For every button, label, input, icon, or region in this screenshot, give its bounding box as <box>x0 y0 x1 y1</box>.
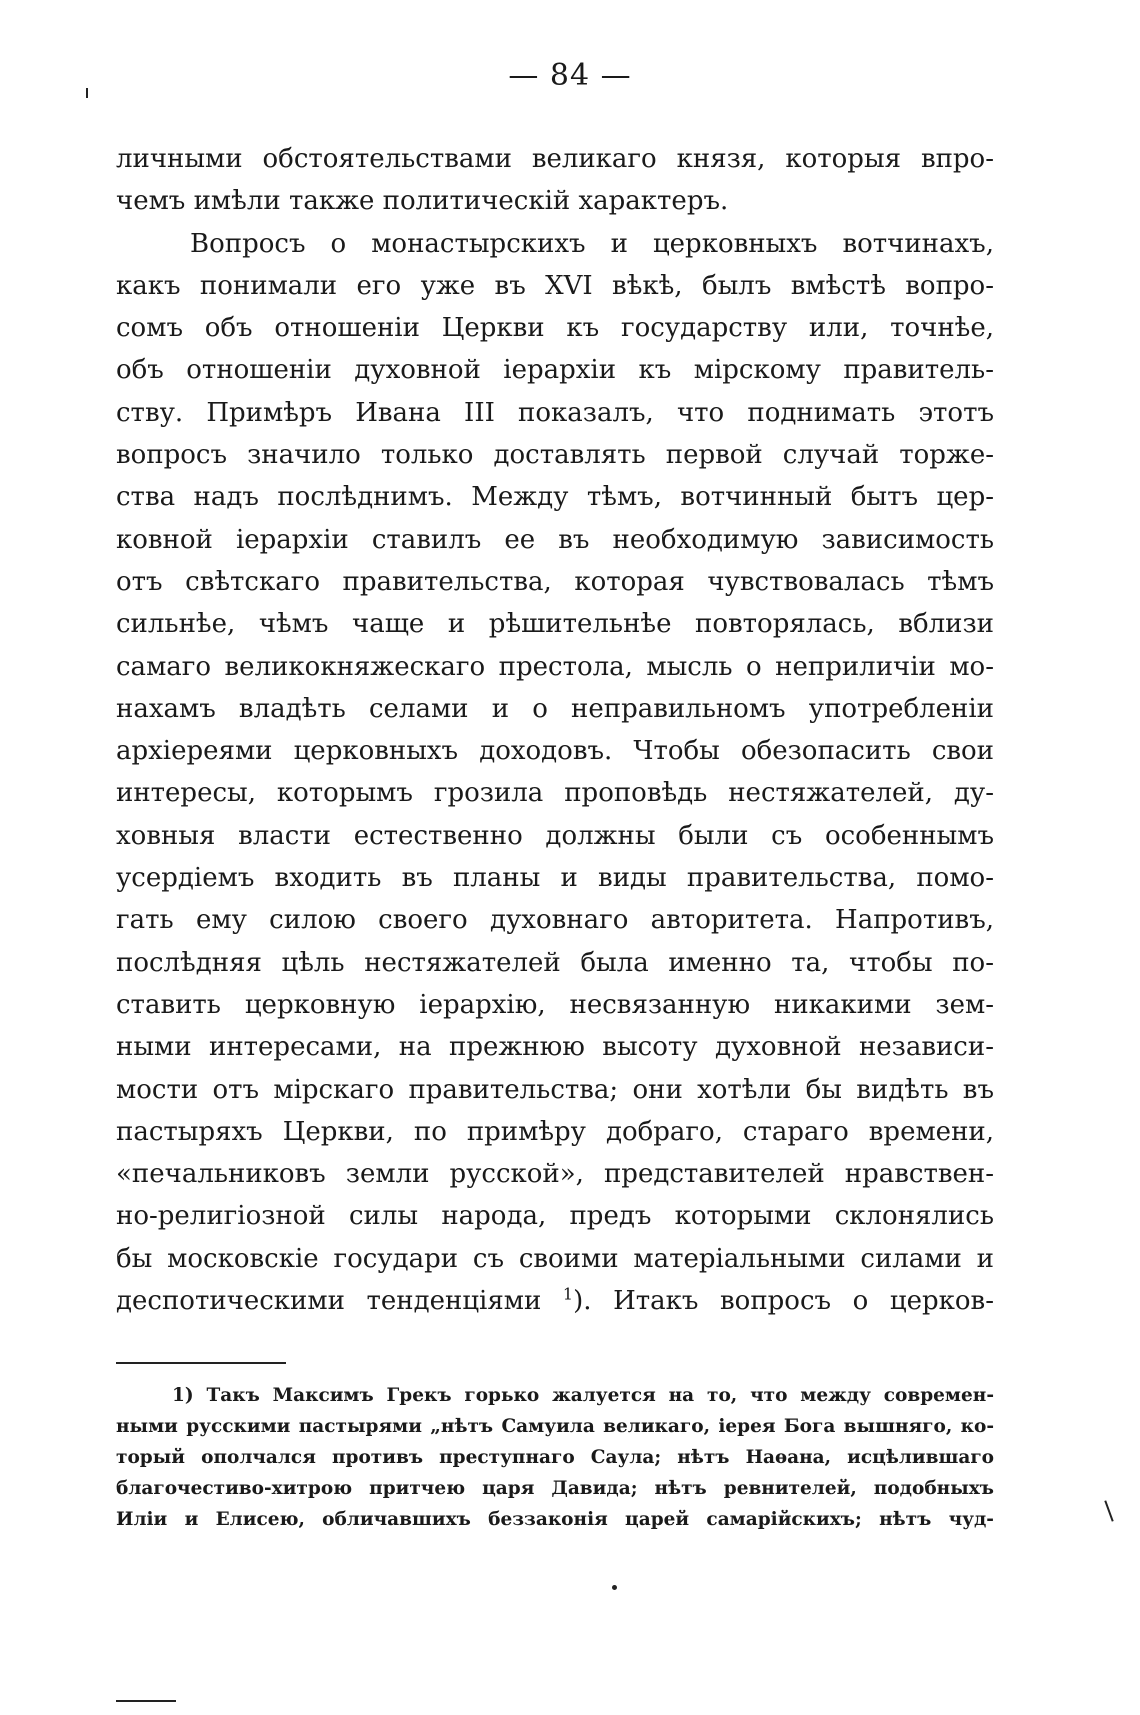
body-line: послѣдняя цѣль нестяжателей была именно та, чтобы по- <box>116 947 994 978</box>
scan-speck <box>86 88 88 98</box>
body-line: ковной іерархіи ставилъ ее въ необходимую зависимость <box>116 524 994 555</box>
body-line: но-религіозной силы народа, предъ которыми склонялись <box>116 1201 994 1232</box>
body-line: отъ свѣтскаго правительства, которая чувствовалась тѣмъ <box>116 566 994 597</box>
body-line: архіереями церковныхъ доходовъ. Чтобы обезопасить свои <box>116 736 994 767</box>
footnote-line: торый ополчался противъ преступнаго Саула; нѣтъ Наѳана, исцѣлившаго <box>116 1447 994 1468</box>
body-line: нахамъ владѣть селами и о неправильномъ употребленіи <box>116 693 994 724</box>
footnote-line <box>116 1380 994 1411</box>
body-line-with-footnote-ref <box>116 1280 994 1322</box>
scan-speck <box>612 1585 617 1590</box>
body-line: гать ему силою своего духовнаго авторитета. Напротивъ, <box>116 905 994 936</box>
footnote-marker: 1) <box>172 1385 194 1406</box>
page-number: — 84 — <box>508 58 632 93</box>
body-line: ству. Примѣръ Ивана III показалъ, что поднимать этотъ <box>116 397 994 428</box>
footnote-line-text: Такъ Максимъ Грекъ горько жалуется на то, что между современ- <box>206 1385 994 1406</box>
body-line: мости отъ мірскаго правительства; они хотѣли бы видѣть въ <box>116 1074 994 1105</box>
footnote-line: ными русскими пастырями „нѣтъ Самуила великаго, іерея Бога вышняго, ко- <box>116 1416 994 1437</box>
body-line: ства надъ послѣднимъ. Между тѣмъ, вотчинный бытъ цер- <box>116 482 994 513</box>
scan-speck <box>116 1700 176 1702</box>
body-line-start: деспотическими тенденціями <box>116 1286 542 1317</box>
body-text <box>116 138 994 1322</box>
body-line: какъ понимали его уже въ XVI вѣкѣ, былъ вмѣстѣ вопро- <box>116 270 994 301</box>
body-line: «печальниковъ земли русской», представителей нравствен- <box>116 1159 994 1190</box>
body-line: самаго великокняжескаго престола, мысль о неприличіи мо- <box>116 651 994 682</box>
body-line: чемъ имѣли также политическій характеръ. <box>116 186 729 217</box>
body-line: интересы, которымъ грозила проповѣдь нестяжателей, ду- <box>116 778 994 809</box>
body-line: личными обстоятельствами великаго князя, которыя впро- <box>116 144 994 174</box>
body-line: ставить церковную іерархію, несвязанную никакими зем- <box>116 989 994 1020</box>
body-line: объ отношеніи духовной іерархіи къ мірскому правитель- <box>116 355 994 386</box>
body-line: бы московскіе государи съ своими матеріальными силами и <box>116 1243 994 1274</box>
body-line-end: ). Итакъ вопросъ о церков- <box>573 1286 994 1317</box>
footnote <box>116 1380 994 1535</box>
body-line: Вопросъ о монастырскихъ и церковныхъ вотчинахъ, <box>190 228 994 259</box>
scan-speck <box>1104 1500 1113 1521</box>
footnote-line: Иліи и Елисею, обличавшихъ беззаконія царей самарійскихъ; нѣтъ чуд- <box>116 1509 994 1530</box>
body-line: пастыряхъ Церкви, по примѣру добраго, стараго времени, <box>116 1116 994 1147</box>
body-line: усердіемъ входить въ планы и виды правительства, помо- <box>116 863 994 894</box>
body-line: сильнѣе, чѣмъ чаще и рѣшительнѣе повторялась, вблизи <box>116 609 994 640</box>
body-line: сомъ объ отношеніи Церкви къ государству или, точнѣе, <box>116 313 994 344</box>
body-line: вопросъ значило только доставлять первой случай торже- <box>116 440 994 471</box>
body-line: ховныя власти естественно должны были съ особеннымъ <box>116 820 994 851</box>
footnote-reference: 1 <box>562 1284 574 1304</box>
body-line: ными интересами, на прежнюю высоту духовной независи- <box>116 1032 994 1063</box>
footnote-rule <box>116 1362 286 1364</box>
footnote-line: благочестиво-хитрою притчею царя Давида; нѣтъ ревнителей, подобныхъ <box>116 1478 994 1499</box>
